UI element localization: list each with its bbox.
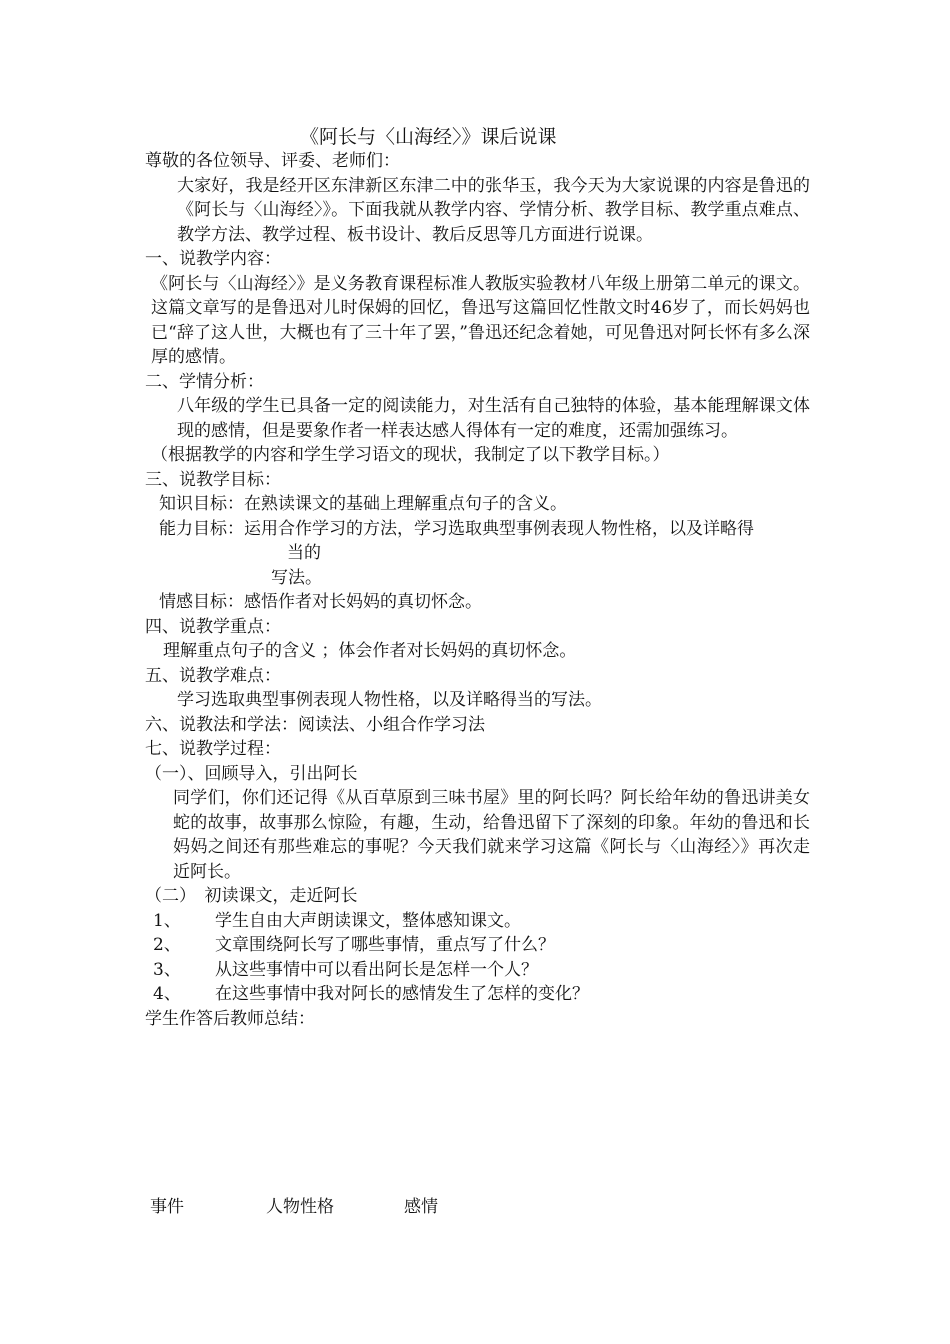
list-item-text: 在这些事情中我对阿长的感情发生了怎样的变化？: [215, 984, 589, 1004]
list-item-number: 3、: [153, 959, 181, 980]
greeting: 尊敬的各位领导、评委、老师们：: [145, 151, 400, 171]
list-item-text: 文章围绕阿长写了哪些事情，重点写了什么？: [215, 935, 555, 955]
goal-ability-text: 运用合作学习的方法，学习选取典型事例表现人物性格，以及详略得: [244, 518, 754, 539]
list-item-number: 1、: [153, 910, 181, 931]
section-1-heading: 一、说教学内容：: [145, 249, 281, 269]
table-header-character: 人物性格: [266, 1197, 334, 1217]
section-4-heading: 四、说教学重点：: [145, 616, 281, 637]
list-item-text: 学生自由大声朗读课文，整体感知课文。: [215, 910, 521, 931]
section-6-heading: 六、说教法和学法：阅读法、小组合作学习法: [145, 714, 485, 735]
list-item: [145, 982, 810, 1007]
table-header-emotion: 感情: [404, 1197, 438, 1217]
document-body: [145, 122, 810, 1031]
list-item: [145, 933, 810, 958]
section-7-heading: 七、说教学过程：: [145, 739, 281, 759]
list-item-number: 2、: [153, 935, 181, 955]
section-5-heading: 五、说教学难点：: [145, 665, 281, 686]
section-2-heading: 二、学情分析：: [145, 371, 264, 392]
list-item-number: 4、: [153, 984, 181, 1004]
step-1-text: 同学们，你们还记得《从百草原到三味书屋》里的阿长吗？阿长给年幼的鲁迅讲美女蛇的故事，故事那么惊险，有趣，生动，给鲁迅留下了深刻的印象。年幼的鲁迅和长妈妈之间还有那些难忘的事呢？今天我们就来学习这篇《阿长与〈山海经〉》再次走近阿长。: [173, 788, 810, 882]
section-2-note: （根据教学的内容和学生学习语文的现状，我制定了以下教学目标。）: [151, 445, 670, 465]
step-1-heading: （一）、回顾导入，引出阿长: [145, 763, 358, 784]
intro-paragraph: 大家好，我是经开区东津新区东津二中的张华玉，我今天为大家说课的内容是鲁迅的《阿长与〈山海经〉》。下面我就从教学内容、学情分析、教学目标、教学重点难点、教学方法、教学过程、板书设计、教后反思等几方面进行说课。: [177, 175, 810, 245]
step-2-heading: （二） 初读课文，走近阿长: [145, 886, 358, 906]
summary-table-header: [150, 1195, 438, 1220]
goal-emotion: 情感目标：感悟作者对长妈妈的真切怀念。: [159, 592, 482, 612]
summary-label: 学生作答后教师总结：: [145, 1008, 315, 1029]
section-3-heading: 三、说教学目标：: [145, 469, 281, 490]
goal-ability-continued-1: 当的: [287, 543, 321, 563]
goal-ability: [145, 517, 810, 542]
list-item: [145, 909, 810, 934]
goal-knowledge: 知识目标：在熟读课文的基础上理解重点句子的含义。: [159, 494, 567, 514]
list-item-text: 从这些事情中可以看出阿长是怎样一个人？: [215, 959, 538, 980]
section-1-text: 《阿长与〈山海经〉》是义务教育课程标准人教版实验教材八年级上册第二单元的课文。这篇文章写的是鲁迅对儿时保姆的回忆，鲁迅写这篇回忆性散文时46岁了，而长妈妈也已“辞了这人世，大概也有了三十年了罢，”鲁迅还纪念着她，可见鲁迅对阿长怀有多么深厚的感情。: [151, 273, 810, 367]
list-item: [145, 958, 810, 983]
page-title: 《阿长与〈山海经〉》课后说课: [300, 126, 557, 148]
section-4-text: 理解重点句子的含义 ；体会作者对长妈妈的真切怀念。: [163, 641, 577, 661]
section-5-text: 学习选取典型事例表现人物性格，以及详略得当的写法。: [177, 690, 602, 710]
goal-ability-label: 能力目标：: [159, 518, 244, 539]
section-2-text: 八年级的学生已具备一定的阅读能力，对生活有自己独特的体验，基本能理解课文体现的感情，但是要象作者一样表达感人得体有一定的难度，还需加强练习。: [177, 396, 810, 441]
goal-ability-continued-2: 写法。: [271, 567, 322, 588]
table-header-event: 事件: [150, 1197, 184, 1217]
